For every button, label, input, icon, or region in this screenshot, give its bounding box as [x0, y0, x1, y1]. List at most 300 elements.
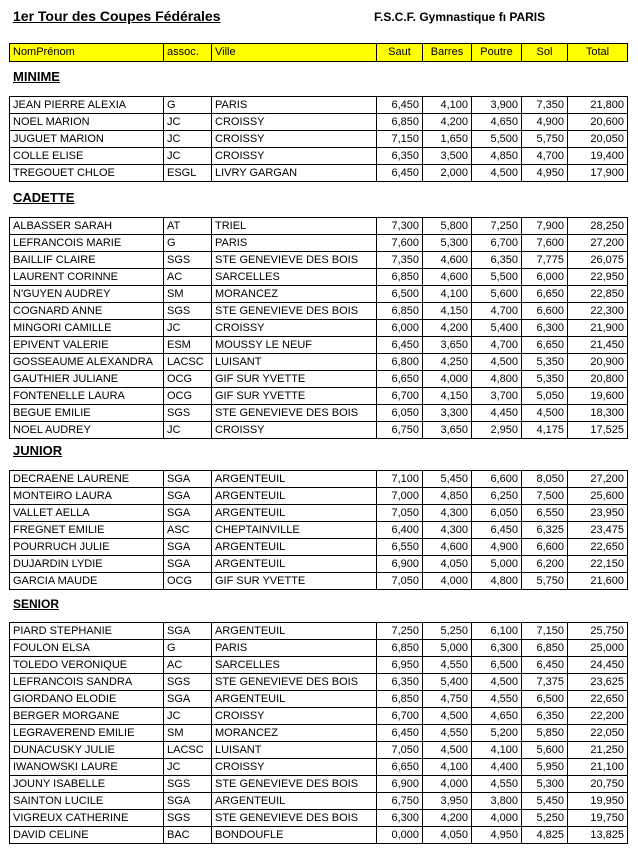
- col-saut: 6,750: [377, 793, 423, 810]
- col-name: GOSSEAUME ALEXANDRA: [10, 354, 164, 371]
- col-poutre: 4,900: [472, 539, 522, 556]
- column-header-row: [10, 44, 628, 62]
- col-name: BAILLIF CLAIRE: [10, 252, 164, 269]
- col-assoc: BAC: [164, 827, 212, 844]
- col-name: POURRUCH JULIE: [10, 539, 164, 556]
- column-header-name: NomPrénom: [10, 44, 164, 62]
- col-sol: 5,450: [522, 793, 568, 810]
- column-header-ville: Ville: [212, 44, 377, 62]
- col-saut: 6,700: [377, 708, 423, 725]
- col-ville: GIF SUR YVETTE: [212, 388, 377, 405]
- col-saut: 6,050: [377, 405, 423, 422]
- table-row: [10, 218, 628, 235]
- col-poutre: 4,700: [472, 303, 522, 320]
- col-barres: 5,400: [423, 674, 472, 691]
- col-barres: 4,500: [423, 708, 472, 725]
- col-total: 21,100: [568, 759, 628, 776]
- results-table-minime: [9, 96, 628, 182]
- table-row: [10, 640, 628, 657]
- col-name: LEGRAVEREND EMILIE: [10, 725, 164, 742]
- col-ville: STE GENEVIEVE DES BOIS: [212, 252, 377, 269]
- col-poutre: 6,450: [472, 522, 522, 539]
- col-ville: BONDOUFLE: [212, 827, 377, 844]
- col-ville: SARCELLES: [212, 657, 377, 674]
- col-barres: 2,000: [423, 165, 472, 182]
- col-total: 18,300: [568, 405, 628, 422]
- col-name: BERGER MORGANE: [10, 708, 164, 725]
- col-name: ALBASSER SARAH: [10, 218, 164, 235]
- col-name: TOLEDO VERONIQUE: [10, 657, 164, 674]
- col-name: VIGREUX CATHERINE: [10, 810, 164, 827]
- col-total: 20,900: [568, 354, 628, 371]
- column-header-poutre: Poutre: [472, 44, 522, 62]
- col-assoc: SM: [164, 725, 212, 742]
- col-poutre: 3,800: [472, 793, 522, 810]
- table-row: [10, 422, 628, 439]
- col-ville: CROISSY: [212, 114, 377, 131]
- column-header-sol: Sol: [522, 44, 568, 62]
- col-poutre: 5,400: [472, 320, 522, 337]
- col-sol: 6,200: [522, 556, 568, 573]
- col-poutre: 4,850: [472, 148, 522, 165]
- col-ville: MOUSSY LE NEUF: [212, 337, 377, 354]
- col-saut: 7,250: [377, 623, 423, 640]
- results-table-cadette: [9, 217, 628, 439]
- table-row: [10, 269, 628, 286]
- table-row: [10, 488, 628, 505]
- col-name: DUJARDIN LYDIE: [10, 556, 164, 573]
- table-row: [10, 471, 628, 488]
- col-sol: 4,500: [522, 405, 568, 422]
- col-saut: 6,450: [377, 165, 423, 182]
- col-barres: 3,650: [423, 337, 472, 354]
- col-name: EPIVENT VALERIE: [10, 337, 164, 354]
- col-assoc: SGS: [164, 776, 212, 793]
- col-ville: STE GENEVIEVE DES BOIS: [212, 776, 377, 793]
- table-row: [10, 573, 628, 590]
- col-poutre: 5,200: [472, 725, 522, 742]
- col-ville: ARGENTEUIL: [212, 623, 377, 640]
- col-poutre: 4,650: [472, 114, 522, 131]
- table-row: [10, 725, 628, 742]
- col-saut: 6,850: [377, 303, 423, 320]
- table-row: [10, 371, 628, 388]
- table-row: [10, 793, 628, 810]
- col-total: 23,475: [568, 522, 628, 539]
- col-poutre: 4,500: [472, 674, 522, 691]
- col-assoc: SGA: [164, 471, 212, 488]
- col-sol: 6,350: [522, 708, 568, 725]
- col-barres: 3,300: [423, 405, 472, 422]
- col-assoc: SGA: [164, 556, 212, 573]
- col-total: 27,200: [568, 235, 628, 252]
- col-sol: 6,850: [522, 640, 568, 657]
- col-assoc: SGS: [164, 810, 212, 827]
- col-sol: 6,550: [522, 505, 568, 522]
- col-barres: 4,100: [423, 759, 472, 776]
- col-barres: 4,200: [423, 810, 472, 827]
- col-total: 21,250: [568, 742, 628, 759]
- col-assoc: LACSC: [164, 742, 212, 759]
- organization-label: F.S.C.F. Gymnastique fı PARIS: [374, 10, 546, 24]
- col-total: 13,825: [568, 827, 628, 844]
- col-sol: 6,600: [522, 303, 568, 320]
- col-total: 25,750: [568, 623, 628, 640]
- table-row: [10, 691, 628, 708]
- table-row: [10, 505, 628, 522]
- table-row: [10, 674, 628, 691]
- table-row: [10, 320, 628, 337]
- col-poutre: 6,250: [472, 488, 522, 505]
- col-ville: GIF SUR YVETTE: [212, 371, 377, 388]
- column-header-total: Total: [568, 44, 628, 62]
- col-total: 22,050: [568, 725, 628, 742]
- col-ville: CROISSY: [212, 148, 377, 165]
- col-name: DUNACUSKY JULIE: [10, 742, 164, 759]
- col-barres: 4,600: [423, 539, 472, 556]
- col-barres: 4,200: [423, 320, 472, 337]
- col-assoc: AC: [164, 269, 212, 286]
- col-poutre: 4,550: [472, 776, 522, 793]
- section-title-junior: JUNIOR: [13, 443, 63, 458]
- table-row: [10, 623, 628, 640]
- col-total: 20,600: [568, 114, 628, 131]
- col-poutre: 4,400: [472, 759, 522, 776]
- col-name: LAURENT CORINNE: [10, 269, 164, 286]
- col-total: 21,900: [568, 320, 628, 337]
- col-sol: 5,600: [522, 742, 568, 759]
- col-total: 22,850: [568, 286, 628, 303]
- table-row: [10, 522, 628, 539]
- col-ville: MORANCEZ: [212, 286, 377, 303]
- col-name: NOEL AUDREY: [10, 422, 164, 439]
- col-ville: CROISSY: [212, 759, 377, 776]
- table-row: [10, 556, 628, 573]
- col-name: FREGNET EMILIE: [10, 522, 164, 539]
- table-row: [10, 759, 628, 776]
- col-name: COLLE ELISE: [10, 148, 164, 165]
- col-saut: 6,450: [377, 97, 423, 114]
- col-sol: 4,950: [522, 165, 568, 182]
- col-sol: 8,050: [522, 471, 568, 488]
- col-assoc: AC: [164, 657, 212, 674]
- col-total: 20,800: [568, 371, 628, 388]
- col-name: MONTEIRO LAURA: [10, 488, 164, 505]
- col-barres: 4,100: [423, 97, 472, 114]
- col-assoc: ESM: [164, 337, 212, 354]
- col-saut: 6,900: [377, 556, 423, 573]
- col-sol: 4,175: [522, 422, 568, 439]
- col-barres: 4,200: [423, 114, 472, 131]
- col-sol: 5,350: [522, 371, 568, 388]
- col-saut: 7,150: [377, 131, 423, 148]
- col-ville: CROISSY: [212, 422, 377, 439]
- col-name: IWANOWSKI LAURE: [10, 759, 164, 776]
- col-saut: 6,300: [377, 810, 423, 827]
- col-saut: 6,850: [377, 114, 423, 131]
- col-ville: ARGENTEUIL: [212, 505, 377, 522]
- col-poutre: 5,500: [472, 269, 522, 286]
- col-barres: 4,000: [423, 371, 472, 388]
- col-barres: 4,750: [423, 691, 472, 708]
- col-barres: 4,150: [423, 303, 472, 320]
- col-sol: 6,600: [522, 539, 568, 556]
- col-total: 23,625: [568, 674, 628, 691]
- col-poutre: 6,350: [472, 252, 522, 269]
- col-total: 22,150: [568, 556, 628, 573]
- col-barres: 4,500: [423, 742, 472, 759]
- col-poutre: 4,450: [472, 405, 522, 422]
- table-row: [10, 131, 628, 148]
- col-sol: 6,650: [522, 337, 568, 354]
- col-sol: 4,825: [522, 827, 568, 844]
- col-poutre: 5,600: [472, 286, 522, 303]
- col-ville: PARIS: [212, 640, 377, 657]
- column-header-barres: Barres: [423, 44, 472, 62]
- col-saut: 6,650: [377, 371, 423, 388]
- col-barres: 4,150: [423, 388, 472, 405]
- col-total: 28,250: [568, 218, 628, 235]
- col-saut: 6,950: [377, 657, 423, 674]
- col-saut: 6,450: [377, 725, 423, 742]
- col-poutre: 3,900: [472, 97, 522, 114]
- col-name: GIORDANO ELODIE: [10, 691, 164, 708]
- col-assoc: SGA: [164, 488, 212, 505]
- col-assoc: SGA: [164, 505, 212, 522]
- col-assoc: JC: [164, 708, 212, 725]
- col-saut: 7,050: [377, 505, 423, 522]
- col-barres: 5,250: [423, 623, 472, 640]
- col-saut: 7,100: [377, 471, 423, 488]
- col-ville: PARIS: [212, 97, 377, 114]
- col-name: GAUTHIER JULIANE: [10, 371, 164, 388]
- table-row: [10, 742, 628, 759]
- col-sol: 4,700: [522, 148, 568, 165]
- table-row: [10, 827, 628, 844]
- col-poutre: 4,500: [472, 354, 522, 371]
- col-poutre: 5,500: [472, 131, 522, 148]
- col-assoc: SGA: [164, 539, 212, 556]
- col-barres: 4,050: [423, 556, 472, 573]
- col-ville: ARGENTEUIL: [212, 488, 377, 505]
- col-total: 19,750: [568, 810, 628, 827]
- col-ville: SARCELLES: [212, 269, 377, 286]
- col-sol: 5,750: [522, 573, 568, 590]
- table-row: [10, 810, 628, 827]
- col-assoc: JC: [164, 131, 212, 148]
- col-assoc: JC: [164, 114, 212, 131]
- col-name: JUGUET MARION: [10, 131, 164, 148]
- section-title-minime: MINIME: [13, 69, 60, 84]
- col-poutre: 6,100: [472, 623, 522, 640]
- col-name: VALLET AELLA: [10, 505, 164, 522]
- col-sol: 6,650: [522, 286, 568, 303]
- col-barres: 4,100: [423, 286, 472, 303]
- col-name: NOEL MARION: [10, 114, 164, 131]
- col-assoc: AT: [164, 218, 212, 235]
- table-row: [10, 303, 628, 320]
- col-total: 22,650: [568, 539, 628, 556]
- col-sol: 5,050: [522, 388, 568, 405]
- col-name: PIARD STEPHANIE: [10, 623, 164, 640]
- col-saut: 6,700: [377, 388, 423, 405]
- col-sol: 6,325: [522, 522, 568, 539]
- col-total: 21,800: [568, 97, 628, 114]
- col-ville: GIF SUR YVETTE: [212, 573, 377, 590]
- col-total: 27,200: [568, 471, 628, 488]
- section-title-senior: SENIOR: [13, 597, 60, 611]
- col-poutre: 6,050: [472, 505, 522, 522]
- col-ville: CHEPTAINVILLE: [212, 522, 377, 539]
- col-assoc: SGA: [164, 793, 212, 810]
- col-ville: CROISSY: [212, 708, 377, 725]
- col-barres: 4,050: [423, 827, 472, 844]
- col-ville: CROISSY: [212, 131, 377, 148]
- col-saut: 0,000: [377, 827, 423, 844]
- col-ville: MORANCEZ: [212, 725, 377, 742]
- col-total: 25,000: [568, 640, 628, 657]
- col-poutre: 7,250: [472, 218, 522, 235]
- col-total: 23,950: [568, 505, 628, 522]
- col-sol: 4,900: [522, 114, 568, 131]
- col-saut: 7,350: [377, 252, 423, 269]
- col-saut: 6,850: [377, 640, 423, 657]
- table-row: [10, 165, 628, 182]
- col-barres: 5,800: [423, 218, 472, 235]
- col-ville: STE GENEVIEVE DES BOIS: [212, 405, 377, 422]
- col-assoc: SM: [164, 286, 212, 303]
- col-poutre: 6,500: [472, 657, 522, 674]
- col-poutre: 3,700: [472, 388, 522, 405]
- col-assoc: ESGL: [164, 165, 212, 182]
- col-sol: 5,250: [522, 810, 568, 827]
- table-row: [10, 657, 628, 674]
- table-row: [10, 354, 628, 371]
- col-name: DECRAENE LAURENE: [10, 471, 164, 488]
- col-poutre: 4,800: [472, 371, 522, 388]
- col-name: SAINTON LUCILE: [10, 793, 164, 810]
- col-saut: 7,600: [377, 235, 423, 252]
- col-sol: 6,300: [522, 320, 568, 337]
- col-total: 22,300: [568, 303, 628, 320]
- col-assoc: OCG: [164, 371, 212, 388]
- col-sol: 5,350: [522, 354, 568, 371]
- col-saut: 6,850: [377, 269, 423, 286]
- col-total: 26,075: [568, 252, 628, 269]
- col-name: TREGOUET CHLOE: [10, 165, 164, 182]
- col-assoc: LACSC: [164, 354, 212, 371]
- col-sol: 7,900: [522, 218, 568, 235]
- col-sol: 7,150: [522, 623, 568, 640]
- col-ville: ARGENTEUIL: [212, 539, 377, 556]
- col-assoc: SGS: [164, 303, 212, 320]
- col-barres: 4,300: [423, 505, 472, 522]
- table-row: [10, 114, 628, 131]
- col-poutre: 6,300: [472, 640, 522, 657]
- col-sol: 5,300: [522, 776, 568, 793]
- col-assoc: OCG: [164, 573, 212, 590]
- col-name: GARCIA MAUDE: [10, 573, 164, 590]
- col-name: MINGORI CAMILLE: [10, 320, 164, 337]
- col-barres: 4,850: [423, 488, 472, 505]
- col-assoc: JC: [164, 148, 212, 165]
- col-saut: 6,500: [377, 286, 423, 303]
- col-total: 24,450: [568, 657, 628, 674]
- col-ville: PARIS: [212, 235, 377, 252]
- col-total: 19,950: [568, 793, 628, 810]
- col-name: DAVID CELINE: [10, 827, 164, 844]
- col-barres: 4,600: [423, 252, 472, 269]
- col-saut: 6,400: [377, 522, 423, 539]
- col-name: BEGUE EMILIE: [10, 405, 164, 422]
- col-poutre: 4,500: [472, 165, 522, 182]
- col-saut: 6,350: [377, 148, 423, 165]
- col-ville: STE GENEVIEVE DES BOIS: [212, 810, 377, 827]
- col-ville: TRIEL: [212, 218, 377, 235]
- table-row: [10, 539, 628, 556]
- table-row: [10, 776, 628, 793]
- col-name: LEFRANCOIS MARIE: [10, 235, 164, 252]
- col-assoc: G: [164, 640, 212, 657]
- col-sol: 7,350: [522, 97, 568, 114]
- col-ville: LUISANT: [212, 354, 377, 371]
- col-name: COGNARD ANNE: [10, 303, 164, 320]
- col-ville: STE GENEVIEVE DES BOIS: [212, 674, 377, 691]
- col-saut: 6,650: [377, 759, 423, 776]
- col-saut: 6,550: [377, 539, 423, 556]
- col-sol: 5,750: [522, 131, 568, 148]
- col-saut: 7,300: [377, 218, 423, 235]
- col-sol: 5,850: [522, 725, 568, 742]
- table-row: [10, 388, 628, 405]
- col-ville: STE GENEVIEVE DES BOIS: [212, 303, 377, 320]
- col-poutre: 4,700: [472, 337, 522, 354]
- col-name: LEFRANCOIS SANDRA: [10, 674, 164, 691]
- col-saut: 6,800: [377, 354, 423, 371]
- table-row: [10, 252, 628, 269]
- col-ville: ARGENTEUIL: [212, 556, 377, 573]
- col-saut: 6,350: [377, 674, 423, 691]
- col-saut: 6,750: [377, 422, 423, 439]
- col-assoc: G: [164, 97, 212, 114]
- col-poutre: 4,550: [472, 691, 522, 708]
- col-sol: 6,450: [522, 657, 568, 674]
- col-assoc: SGA: [164, 623, 212, 640]
- col-total: 19,600: [568, 388, 628, 405]
- col-barres: 5,300: [423, 235, 472, 252]
- col-name: N'GUYEN AUDREY: [10, 286, 164, 303]
- col-barres: 3,950: [423, 793, 472, 810]
- col-poutre: 4,650: [472, 708, 522, 725]
- col-poutre: 5,000: [472, 556, 522, 573]
- col-sol: 7,600: [522, 235, 568, 252]
- table-row: [10, 286, 628, 303]
- col-ville: CROISSY: [212, 320, 377, 337]
- col-saut: 6,000: [377, 320, 423, 337]
- col-name: FONTENELLE LAURA: [10, 388, 164, 405]
- col-total: 20,050: [568, 131, 628, 148]
- col-assoc: G: [164, 235, 212, 252]
- col-poutre: 4,100: [472, 742, 522, 759]
- col-barres: 4,000: [423, 776, 472, 793]
- col-assoc: SGA: [164, 691, 212, 708]
- col-sol: 7,375: [522, 674, 568, 691]
- col-poutre: 6,700: [472, 235, 522, 252]
- col-barres: 4,550: [423, 725, 472, 742]
- section-title-cadette: CADETTE: [13, 190, 75, 205]
- col-total: 22,950: [568, 269, 628, 286]
- col-name: FOULON ELSA: [10, 640, 164, 657]
